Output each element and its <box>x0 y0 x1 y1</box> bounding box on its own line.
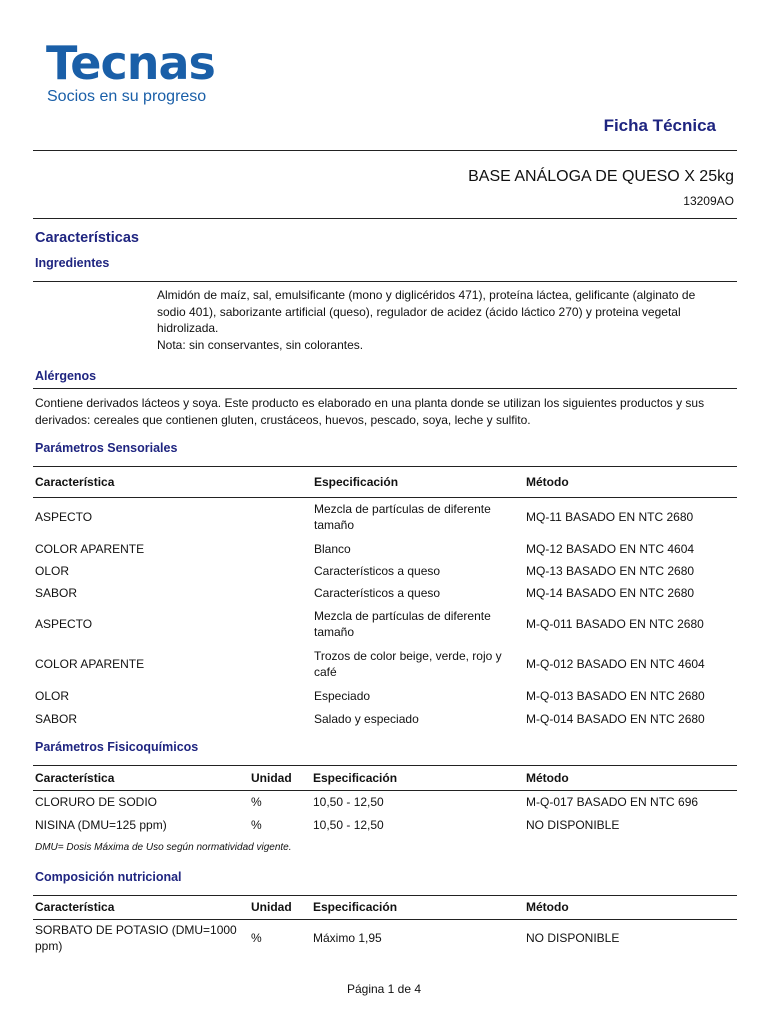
column-header: Especificación <box>314 474 399 489</box>
cell-characteristic: SABOR <box>35 586 78 600</box>
cell-specification: Trozos de color beige, verde, rojo y café <box>314 649 502 679</box>
table-row <box>33 684 737 707</box>
table-row <box>33 790 737 813</box>
cell-method: NO DISPONIBLE <box>526 817 620 832</box>
cell-specification: Blanco <box>314 541 351 556</box>
cell-method: MQ-11 BASADO EN NTC 2680 <box>526 510 694 525</box>
allergens-text <box>35 395 739 428</box>
cell-characteristic: OLOR <box>35 688 70 703</box>
cell-characteristic: COLOR APARENTE <box>35 541 145 556</box>
cell-method: MQ-14 BASADO EN NTC 2680 <box>526 586 695 600</box>
cell-method: MQ-13 BASADO EN NTC 2680 <box>526 564 695 578</box>
allergens-divider <box>33 388 737 389</box>
column-header: Característica <box>35 474 115 489</box>
table-row <box>33 537 737 560</box>
cell-characteristic: ASPECTO <box>35 510 93 525</box>
header-divider <box>33 150 737 151</box>
cell-method: M-Q-012 BASADO EN NTC 4604 <box>526 657 705 671</box>
column-header: Especificación <box>313 770 398 785</box>
cell-method: M-Q-013 BASADO EN NTC 2680 <box>526 688 705 703</box>
section-title-physicochemical: Parámetros Fisicoquímicos <box>35 740 199 754</box>
cell-characteristic: SORBATO DE POTASIO (DMU=1000 ppm) <box>35 923 237 954</box>
ingredients-line: Almidón de maíz, sal, emulsificante (mono y diglicéridos 471), proteína láctea, gelificante (alginato de <box>157 288 696 302</box>
cell-unit: % <box>251 817 262 832</box>
cell-specification: Especiado <box>314 688 371 703</box>
company-logo <box>46 36 215 106</box>
dmu-note: DMU= Dosis Máxima de Uso según normatividad vigente. <box>35 842 292 853</box>
column-header: Método <box>526 474 569 489</box>
logo-tagline: Socios en su progreso <box>47 88 207 105</box>
section-title-characteristics: Características <box>35 230 139 246</box>
section-title-sensorial: Parámetros Sensoriales <box>35 441 178 455</box>
cell-unit: % <box>251 931 262 946</box>
cell-characteristic: SABOR <box>35 711 78 726</box>
ingredients-text <box>157 287 737 353</box>
column-header: Unidad <box>251 900 292 915</box>
cell-method: NO DISPONIBLE <box>526 931 620 946</box>
ingredients-line: hidrolizada. <box>157 321 219 335</box>
cell-specification: Característicos a queso <box>314 564 441 578</box>
cell-characteristic: ASPECTO <box>35 617 93 631</box>
page-number: Página 1 de 4 <box>346 982 422 996</box>
cell-characteristic: CLORURO DE SODIO <box>35 794 158 809</box>
physicochemical-table <box>33 766 737 836</box>
ingredients-note: Nota: sin conservantes, sin colorantes. <box>157 337 364 352</box>
product-code: 13209AO <box>683 194 734 208</box>
column-header: Característica <box>35 900 115 915</box>
table-row <box>33 813 737 836</box>
product-divider <box>33 218 737 219</box>
table-header-row <box>33 766 737 790</box>
column-header: Método <box>526 900 569 915</box>
cell-unit: % <box>251 794 262 809</box>
column-header: Característica <box>35 770 115 785</box>
cell-method: M-Q-011 BASADO EN NTC 2680 <box>526 617 704 631</box>
cell-method: M-Q-014 BASADO EN NTC 2680 <box>526 711 705 726</box>
ingredients-divider <box>33 281 737 282</box>
allergens-line: Contiene derivados lácteos y soya. Este producto es elaborado en una planta donde se utilizan los siguientes productos y sus <box>35 396 705 410</box>
table-row <box>33 919 737 957</box>
cell-specification: Mezcla de partículas de diferente tamaño <box>314 609 491 639</box>
sensorial-table <box>33 467 737 730</box>
column-header: Especificación <box>313 900 398 915</box>
cell-characteristic: COLOR APARENTE <box>35 657 145 671</box>
cell-specification: 10,50 - 12,50 <box>313 794 384 809</box>
section-title-allergens: Alérgenos <box>35 369 97 383</box>
section-title-nutritional: Composición nutricional <box>35 870 182 884</box>
table-row <box>33 604 737 644</box>
table-row <box>33 644 737 684</box>
logo-wordmark: Tecnas <box>46 36 215 90</box>
cell-method: M-Q-017 BASADO EN NTC 696 <box>526 794 699 809</box>
table-header-row <box>33 896 737 919</box>
table-header-row <box>33 467 737 497</box>
ingredients-line: sodio 401), saborizante artificial (queso), regulador de acidez (ácido láctico 270) y proteina vegetal <box>157 304 681 319</box>
column-header: Método <box>526 770 569 785</box>
cell-specification: 10,50 - 12,50 <box>313 817 384 832</box>
table-row <box>33 560 737 582</box>
table-row <box>33 497 737 537</box>
section-title-ingredients: Ingredientes <box>35 256 110 270</box>
document-title: Ficha Técnica <box>603 116 716 135</box>
table-row <box>33 582 737 604</box>
cell-characteristic: OLOR <box>35 564 70 578</box>
cell-specification: Característicos a queso <box>314 586 441 600</box>
cell-specification: Máximo 1,95 <box>313 931 382 946</box>
product-name: BASE ANÁLOGA DE QUESO X 25kg <box>468 168 734 185</box>
cell-method: MQ-12 BASADO EN NTC 4604 <box>526 541 695 556</box>
nutritional-table <box>33 896 737 957</box>
allergens-line: derivados: cereales que contienen gluten, crustáceos, huevos, pescado, soya, leche y sulfito. <box>35 412 531 427</box>
column-header: Unidad <box>251 770 292 785</box>
table-row <box>33 707 737 730</box>
cell-characteristic: NISINA (DMU=125 ppm) <box>35 817 167 832</box>
cell-specification: Salado y especiado <box>314 711 419 726</box>
cell-specification: Mezcla de partículas de diferente tamaño <box>314 502 491 533</box>
